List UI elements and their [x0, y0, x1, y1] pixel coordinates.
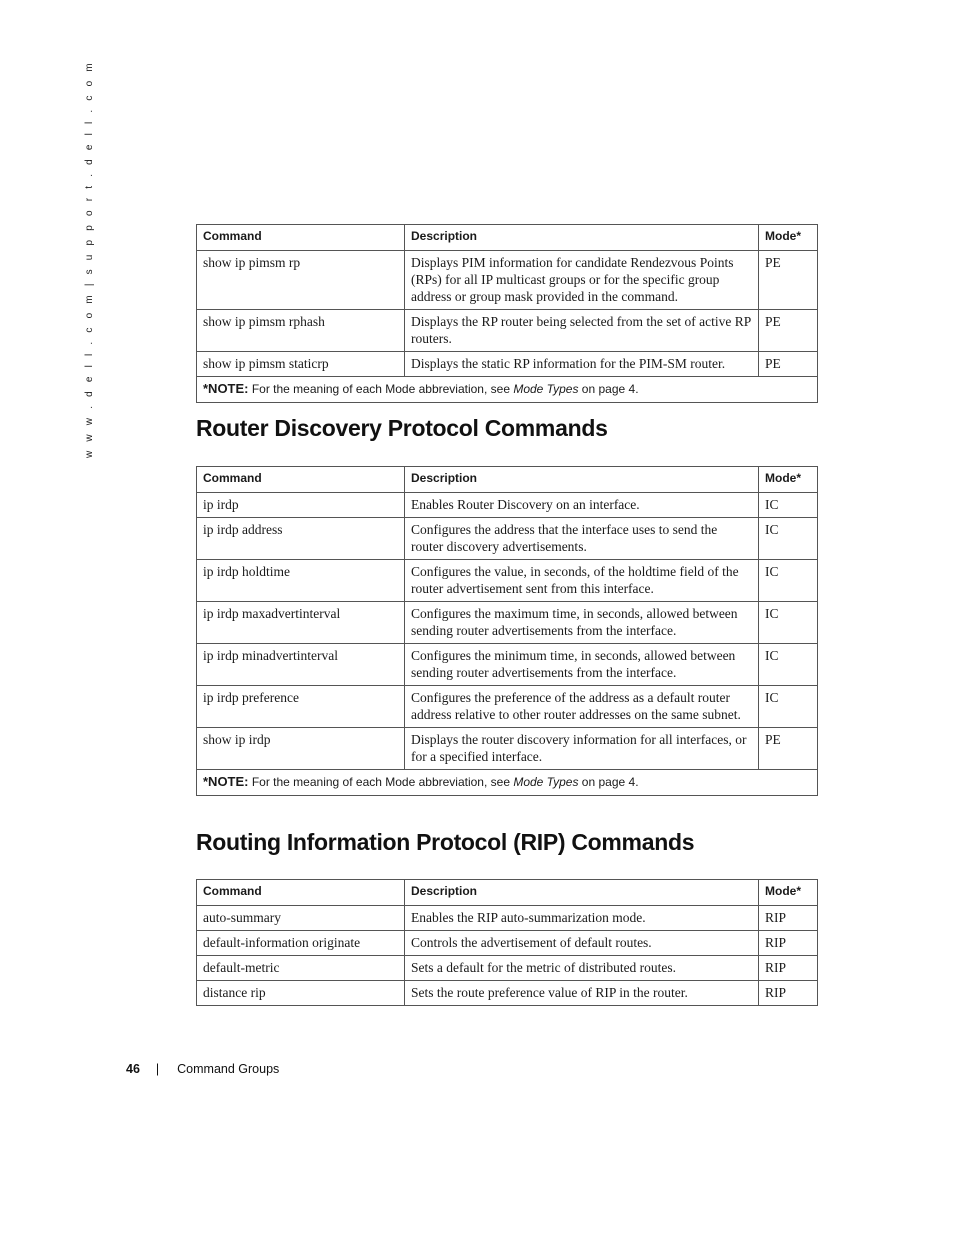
- note-text-end: on page 4.: [578, 775, 639, 789]
- table-row: [197, 981, 818, 1006]
- mode-cell: PE: [759, 728, 818, 770]
- header-mode: Mode*: [759, 225, 818, 251]
- description-cell: Configures the preference of the address as a default router address relative to other router addresses on the same subnet.: [405, 686, 759, 728]
- header-description: Description: [405, 467, 759, 493]
- mode-cell: IC: [759, 518, 818, 560]
- table-row: [197, 956, 818, 981]
- note-cell: [197, 377, 818, 403]
- note-text-end: on page 4.: [578, 382, 639, 396]
- description-cell: Controls the advertisement of default routes.: [405, 931, 759, 956]
- description-cell: Configures the value, in seconds, of the holdtime field of the router advertisement sent from this interface.: [405, 560, 759, 602]
- header-command: Command: [197, 880, 405, 906]
- mode-cell: IC: [759, 493, 818, 518]
- command-cell: show ip pimsm rp: [197, 251, 405, 310]
- table-header-row: [197, 880, 818, 906]
- footer-separator: |: [155, 1062, 160, 1076]
- command-cell: show ip pimsm rphash: [197, 310, 405, 352]
- note-text: For the meaning of each Mode abbreviation, see: [248, 775, 514, 789]
- rip-commands-table: [196, 879, 818, 1006]
- note-text: For the meaning of each Mode abbreviation, see: [248, 382, 514, 396]
- table-row: [197, 644, 818, 686]
- table-header-row: [197, 467, 818, 493]
- table-row: [197, 931, 818, 956]
- mode-cell: IC: [759, 686, 818, 728]
- note-cell: [197, 770, 818, 796]
- table-row: [197, 686, 818, 728]
- router-discovery-table: [196, 466, 818, 796]
- mode-cell: RIP: [759, 906, 818, 931]
- mode-cell: IC: [759, 644, 818, 686]
- description-cell: Displays the static RP information for the PIM-SM router.: [405, 352, 759, 377]
- note-row: [197, 377, 818, 403]
- header-command: Command: [197, 225, 405, 251]
- note-link: Mode Types: [513, 382, 579, 396]
- command-cell: show ip irdp: [197, 728, 405, 770]
- rip-heading: Routing Information Protocol (RIP) Commands: [196, 829, 695, 855]
- description-cell: Displays the RP router being selected from the set of active RP routers.: [405, 310, 759, 352]
- table-row: [197, 493, 818, 518]
- header-description: Description: [405, 225, 759, 251]
- header-description: Description: [405, 880, 759, 906]
- header-command: Command: [197, 467, 405, 493]
- command-cell: default-metric: [197, 956, 405, 981]
- note-row: [197, 770, 818, 796]
- mode-cell: PE: [759, 352, 818, 377]
- command-cell: distance rip: [197, 981, 405, 1006]
- mode-cell: RIP: [759, 981, 818, 1006]
- mode-cell: RIP: [759, 931, 818, 956]
- table-row: [197, 518, 818, 560]
- mode-cell: RIP: [759, 956, 818, 981]
- command-cell: auto-summary: [197, 906, 405, 931]
- table-row: [197, 560, 818, 602]
- header-mode: Mode*: [759, 467, 818, 493]
- command-cell: ip irdp preference: [197, 686, 405, 728]
- note-label: *NOTE:: [203, 774, 249, 789]
- table-row: [197, 728, 818, 770]
- mode-cell: PE: [759, 251, 818, 310]
- page-number: 46: [126, 1062, 140, 1076]
- description-cell: Sets the route preference value of RIP in the router.: [405, 981, 759, 1006]
- pim-commands-table: [196, 224, 818, 403]
- note-link: Mode Types: [513, 775, 579, 789]
- description-cell: Sets a default for the metric of distributed routes.: [405, 956, 759, 981]
- command-cell: ip irdp: [197, 493, 405, 518]
- command-cell: ip irdp address: [197, 518, 405, 560]
- description-cell: Configures the maximum time, in seconds, allowed between sending router advertisements from the interface.: [405, 602, 759, 644]
- description-cell: Displays the router discovery information for all interfaces, or for a specified interface.: [405, 728, 759, 770]
- footer-section-title: Command Groups: [177, 1062, 280, 1076]
- mode-cell: IC: [759, 602, 818, 644]
- mode-cell: IC: [759, 560, 818, 602]
- description-cell: Configures the minimum time, in seconds, allowed between sending router advertisements from the interface.: [405, 644, 759, 686]
- header-mode: Mode*: [759, 880, 818, 906]
- description-cell: Enables the RIP auto-summarization mode.: [405, 906, 759, 931]
- sidebar-url: w w w . d e l l . c o m | s u p p o r t . d e l l . c o m: [84, 60, 95, 458]
- command-cell: default-information originate: [197, 931, 405, 956]
- table-row: [197, 906, 818, 931]
- command-cell: ip irdp maxadvertinterval: [197, 602, 405, 644]
- command-cell: ip irdp minadvertinterval: [197, 644, 405, 686]
- router-discovery-heading: Router Discovery Protocol Commands: [196, 415, 608, 441]
- description-cell: Configures the address that the interface uses to send the router discovery advertisements.: [405, 518, 759, 560]
- table-row: [197, 251, 818, 310]
- table-row: [197, 352, 818, 377]
- description-cell: Displays PIM information for candidate Rendezvous Points (RPs) for all IP multicast groups or for the specific group address or group mask provided in the command.: [405, 251, 759, 310]
- table-row: [197, 602, 818, 644]
- command-cell: show ip pimsm staticrp: [197, 352, 405, 377]
- table-header-row: [197, 225, 818, 251]
- description-cell: Enables Router Discovery on an interface.: [405, 493, 759, 518]
- table-row: [197, 310, 818, 352]
- note-label: *NOTE:: [203, 381, 249, 396]
- command-cell: ip irdp holdtime: [197, 560, 405, 602]
- page-footer: [126, 1062, 279, 1076]
- mode-cell: PE: [759, 310, 818, 352]
